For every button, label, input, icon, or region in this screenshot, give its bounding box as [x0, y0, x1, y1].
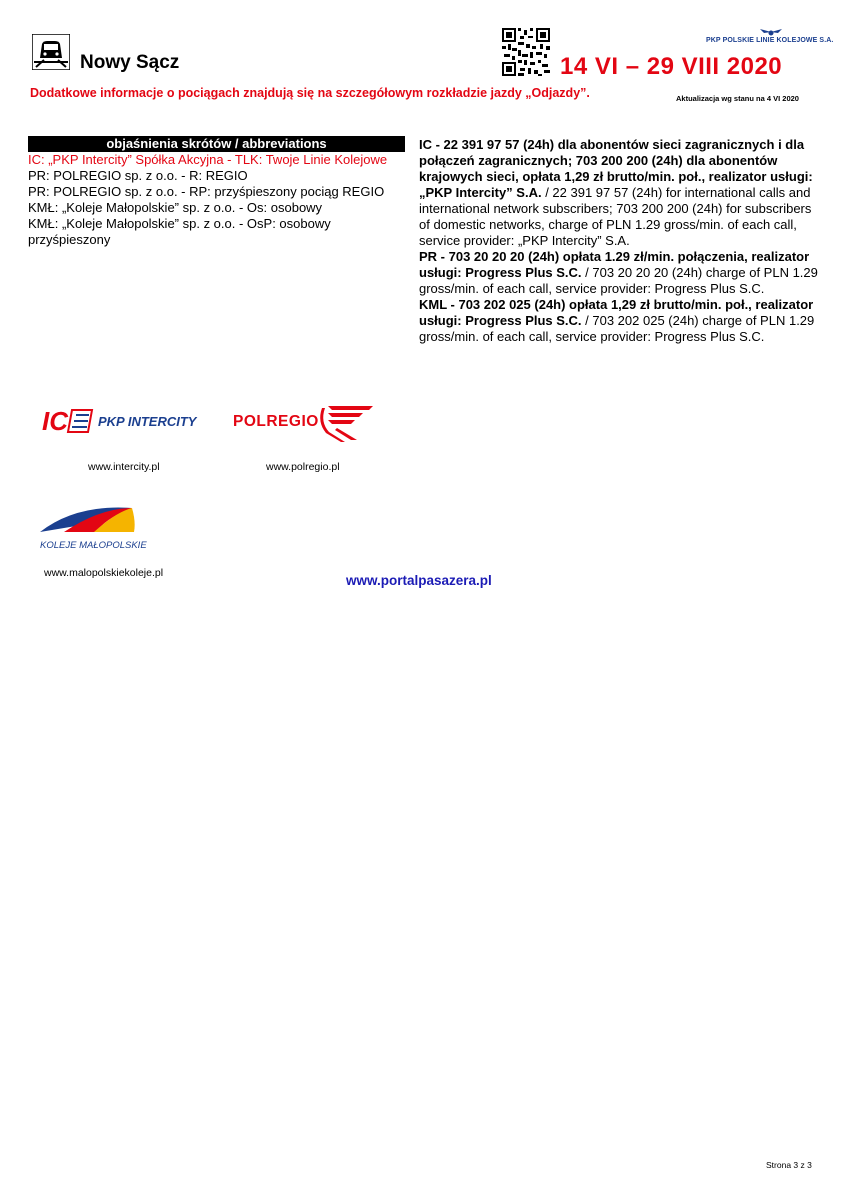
polregio-contact-en: / 703 20 20 20 (24h) charge of PLN 1.29 gross/min. of each call, service provider: Progress Plus S.C.	[419, 265, 818, 296]
contact-info	[419, 137, 819, 345]
polregio-contact	[419, 249, 819, 297]
kml-contact	[419, 297, 819, 345]
intercity-mark: IC	[42, 406, 68, 436]
page-number: Strona 3 z 3	[766, 1160, 812, 1170]
abbreviation-item: PR: POLREGIO sp. z o.o. - R: REGIO	[28, 168, 248, 183]
abbreviation-item: KMŁ: „Koleje Małopolskie” sp. z o.o. - OsP: osobowy przyśpieszony	[28, 216, 331, 247]
update-date: Aktualizacja wg stanu na 4 VI 2020	[676, 94, 799, 103]
intercity-name: PKP INTERCITY	[98, 414, 197, 429]
kml-contact-en: / 703 202 025 (24h) charge of PLN 1.29 gross/min. of each call, service provider: Progress Plus S.C.	[419, 313, 815, 344]
plk-wings-icon	[758, 28, 784, 37]
polregio-url[interactable]: www.polregio.pl	[266, 461, 340, 473]
date-range: 14 VI – 29 VIII 2020	[560, 53, 783, 80]
train-station-icon	[32, 34, 70, 70]
intercity-logo[interactable]	[42, 404, 207, 438]
koleje-malopolskie-name: KOLEJE MAŁOPOLSKIE	[40, 540, 147, 551]
intercity-contact-pl: IC - 22 391 97 57 (24h) dla abonentów sieci zagranicznych i dla połączeń zagranicznych; 703 200 200 (24h) dla abonentów krajowych sieci, opłata 1,29 zł brutto/min. poł., realizator usługi: „PKP Intercity” S.A.	[419, 137, 813, 200]
polregio-contact-pl: PR - 703 20 20 20 (24h) opłata 1.29 zł/min. połączenia, realizator usługi: Progress Plus S.C.	[419, 249, 810, 280]
koleje-malopolskie-logo[interactable]	[36, 502, 176, 554]
intercity-contact	[419, 137, 819, 249]
portal-pasazera-link[interactable]: www.portalpasazera.pl	[346, 573, 492, 588]
pkp-plk-logo	[706, 28, 834, 44]
qr-code-icon[interactable]	[502, 28, 550, 76]
kml-contact-pl: KML - 703 202 025 (24h) opłata 1,29 zł brutto/min. poł., realizator usługi: Progress Plus S.C.	[419, 297, 814, 328]
abbreviations-section	[28, 136, 405, 248]
abbreviation-item: PR: POLREGIO sp. z o.o. - RP: przyśpieszony pociąg REGIO	[28, 184, 385, 199]
abbreviation-item: KMŁ: „Koleje Małopolskie” sp. z o.o. - Os: osobowy	[28, 200, 323, 215]
station-name: Nowy Sącz	[80, 52, 180, 73]
abbreviations-list	[28, 152, 405, 248]
intercity-contact-en: / 22 391 97 57 (24h) for international calls and international network subscribers; 703 200 200 (24h) for subscribers of domestic networks, charge of PLN 1.29 gross/min. of each call, service provider: „PKP Intercity” S.A.	[419, 185, 812, 248]
plk-logo-text: PKP POLSKIE LINIE KOLEJOWE S.A.	[706, 37, 834, 44]
abbreviations-title: objaśnienia skrótów / abbreviations	[28, 136, 405, 152]
abbreviation-item: IC: „PKP Intercity” Spółka Akcyjna - TLK: Twoje Linie Kolejowe	[28, 152, 388, 167]
departures-notice: Dodatkowe informacje o pociągach znajdują się na szczegółowym rozkładzie jazdy „Odjazdy”.	[30, 86, 590, 100]
polregio-logo[interactable]	[233, 400, 378, 444]
intercity-url[interactable]: www.intercity.pl	[88, 461, 160, 473]
polregio-name: POLREGIO	[233, 413, 319, 430]
malopolskie-url[interactable]: www.malopolskiekoleje.pl	[44, 567, 164, 579]
